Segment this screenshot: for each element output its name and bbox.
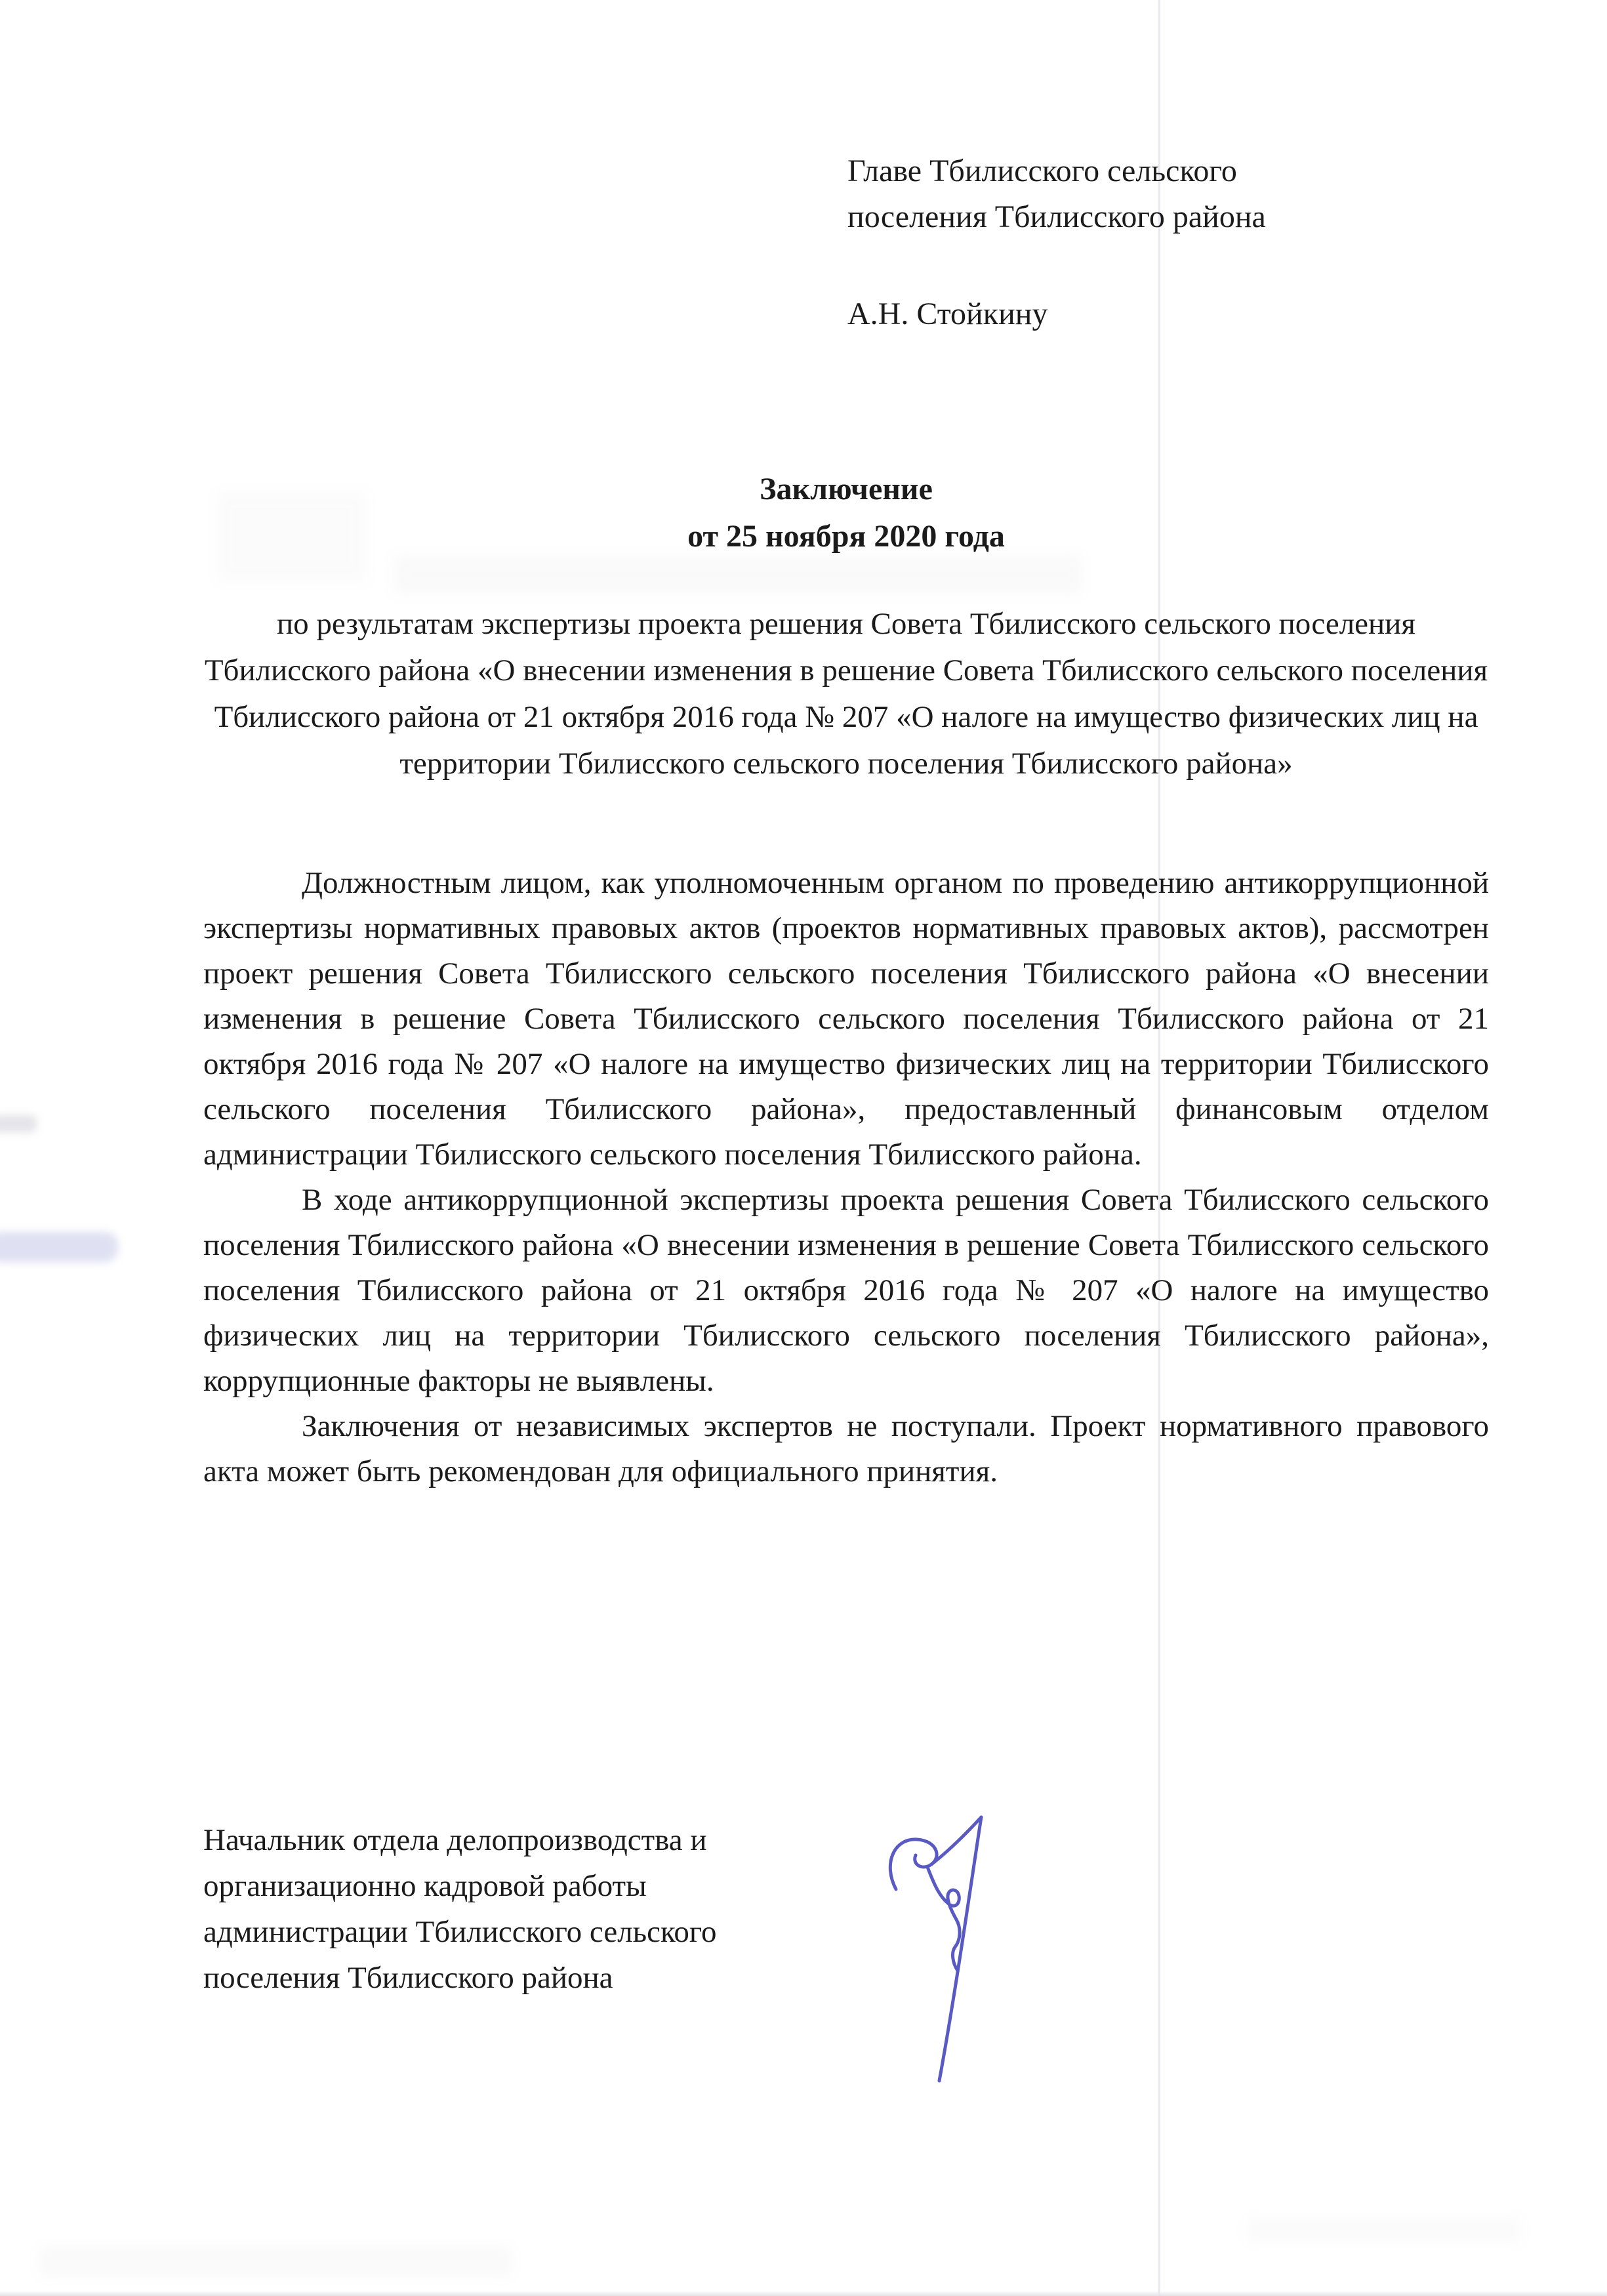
bleedthrough-ghost bbox=[1246, 2217, 1522, 2244]
document-title: Заключение bbox=[760, 472, 933, 506]
blue-smudge-artifact bbox=[0, 1232, 118, 1262]
document-date: от 25 ноября 2020 года bbox=[687, 519, 1005, 554]
handwritten-signature bbox=[872, 1791, 997, 2099]
body-paragraph-2: В ходе антикоррупционной экспертизы проекта решения Совета Тбилисского сельского поселения Тбилисского района «О внесении изменения в решение Совета Тбилисского сельского поселения Тбилисского района от 21 октября 2016 года № 207 «О налоге на имущество физических лиц на территории Тбилисского сельского поселения Тбилисского района», коррупционные факторы не выявлены. bbox=[203, 1183, 1489, 1398]
signature-stroke-diagonal bbox=[939, 1817, 981, 2081]
body-paragraph-1: Должностным лицом, как уполномоченным органом по проведению антикоррупционной экспертизы нормативных правовых актов (проектов нормативных правовых актов), рассмотрен проект решения Совета Тбилисского сельского поселения Тбилисского района «О внесении изменения в решение Совета Тбилисского сельского поселения Тбилисского района от 21 октября 2016 года № 207 «О налоге на имущество физических лиц на территории Тбилисского сельского поселения Тбилисского района», предоставленный финансовым отделом администрации Тбилисского сельского поселения Тбилисского района. bbox=[203, 866, 1489, 1172]
signoff-line-4: поселения Тбилисского района bbox=[203, 1961, 613, 1995]
signoff-position-block bbox=[203, 1817, 925, 2001]
body-paragraph-3: Заключения от независимых экспертов не поступали. Проект нормативного правового акта может быть рекомендован для официального принятия. bbox=[203, 1409, 1489, 1488]
signature-ink-svg bbox=[872, 1791, 997, 2099]
document-title-block bbox=[203, 466, 1489, 560]
signature-stroke-loop bbox=[890, 1839, 960, 1971]
scan-bottom-edge bbox=[0, 2291, 1607, 2296]
addressee-block bbox=[847, 148, 1385, 337]
gray-mark-artifact bbox=[0, 1115, 37, 1132]
signoff-line-2: организационно кадровой работы bbox=[203, 1869, 647, 1903]
signoff-line-1: Начальник отдела делопроизводства и bbox=[203, 1823, 707, 1857]
addressee-line-1: Главе Тбилисского сельского bbox=[847, 154, 1237, 188]
addressee-line-2: поселения Тбилисского района bbox=[847, 199, 1266, 234]
recipient-name: А.Н. Стойкину bbox=[847, 297, 1048, 331]
subject-paragraph: по результатам экспертизы проекта решения Совета Тбилисского сельского поселения Тбилисского района «О внесении изменения в решение Совета Тбилисского сельского поселения Тбилисского района от 21 октября 2016 года № 207 «О налоге на имущество физических лиц на территории Тбилисского сельского поселения Тбилисского района» bbox=[204, 607, 1488, 781]
bleedthrough-ghost bbox=[39, 2246, 512, 2276]
signoff-line-3: администрации Тбилисского сельского bbox=[203, 1915, 717, 1949]
bleedthrough-ghost bbox=[394, 555, 1082, 594]
document-body bbox=[203, 861, 1489, 1494]
